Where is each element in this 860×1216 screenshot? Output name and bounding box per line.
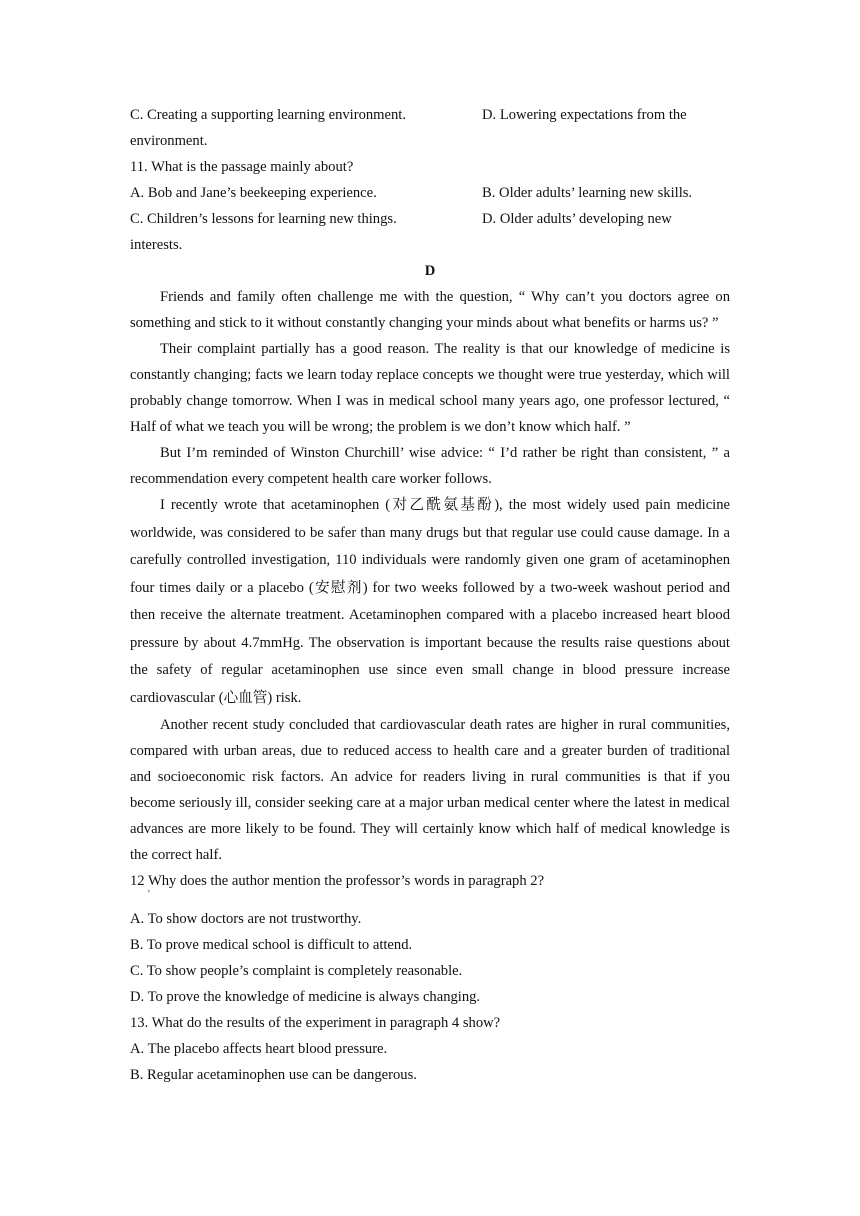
q12-stem-wrap <box>130 868 730 906</box>
passage-paragraph: I recently wrote that acetaminophen (对乙酰氨基酚), the most widely used pain medicine worldwide, was considered to be safer than many drugs but that regular use could cause damage. In a carefully controlled investigation, 110 individuals were randomly given one gram of acetaminophen four times daily or a placebo (安慰剂) for two weeks followed by a two-week washout period and then receive the alternate treatment. Acetaminophen compared with a placebo increased heart blood pressure by about 4.7mmHg. The observation is important because the results raise questions about the safety of regular acetaminophen use since even small change in blood pressure increase cardiovascular (心血管) risk. <box>130 497 730 706</box>
q11-options-row-1 <box>130 180 730 206</box>
q12-tick-mark: ' <box>148 889 150 900</box>
q11-options-row-2 <box>130 206 730 232</box>
q12-option-c: C. To show people’s complaint is completely reasonable. <box>130 963 463 979</box>
page-content <box>130 102 730 1088</box>
q11-option-d: D. Older adults’ developing new <box>482 211 672 227</box>
q12-option-d: D. To prove the knowledge of medicine is always changing. <box>130 989 481 1005</box>
q13-stem: 13. What do the results of the experiment in paragraph 4 show? <box>130 1015 501 1031</box>
q11-option-c: C. Children’s lessons for learning new things. <box>130 211 397 227</box>
q11-stem: 11. What is the passage mainly about? <box>130 159 354 175</box>
q12-option-a: A. To show doctors are not trustworthy. <box>130 911 362 927</box>
q11-option-b: B. Older adults’ learning new skills. <box>482 185 693 201</box>
q10-option-c: C. Creating a supporting learning environment. <box>130 107 407 123</box>
section-heading: D <box>424 263 436 279</box>
q13-option-a: A. The placebo affects heart blood pressure. <box>130 1041 388 1057</box>
passage-paragraph: Their complaint partially has a good reason. The reality is that our knowledge of medicine is constantly changing; facts we learn today replace concepts we thought were true yesterday, which will probably change tomorrow. When I was in medical school many years ago, one professor lectured, “ Half of what we teach you will be wrong; the problem is we don’t know which half. ” <box>130 341 730 435</box>
q10-option-d-continued: environment. <box>130 133 208 149</box>
q13-option-b: B. Regular acetaminophen use can be dangerous. <box>130 1067 417 1083</box>
q12-stem: 12 Why does the author mention the professor’s words in paragraph 2? <box>130 873 545 889</box>
passage-paragraph: But I’m reminded of Winston Churchill’ wise advice: “ I’d rather be right than consistent, ” a recommendation every competent health care worker follows. <box>130 445 730 487</box>
passage-paragraph: Another recent study concluded that cardiovascular death rates are higher in rural communities, compared with urban areas, due to reduced access to health care and a greater burden of traditional and socioeconomic risk factors. An advice for readers living in rural communities is that if you become seriously ill, consider seeking care at a major urban medical center where the latest in medical advances are more likely to be found. They will certainly know which half of medical knowledge is the correct half. <box>130 717 730 863</box>
q11-option-a: A. Bob and Jane’s beekeeping experience. <box>130 185 377 201</box>
q12-option-b: B. To prove medical school is difficult to attend. <box>130 937 413 953</box>
q11-option-d-continued: interests. <box>130 237 183 253</box>
q10-options-row <box>130 102 730 128</box>
passage-paragraph: Friends and family often challenge me with the question, “ Why can’t you doctors agree on something and stick to it without constantly changing your minds about what benefits or harms us? ” <box>130 289 730 331</box>
q10-option-d: D. Lowering expectations from the <box>482 107 687 123</box>
